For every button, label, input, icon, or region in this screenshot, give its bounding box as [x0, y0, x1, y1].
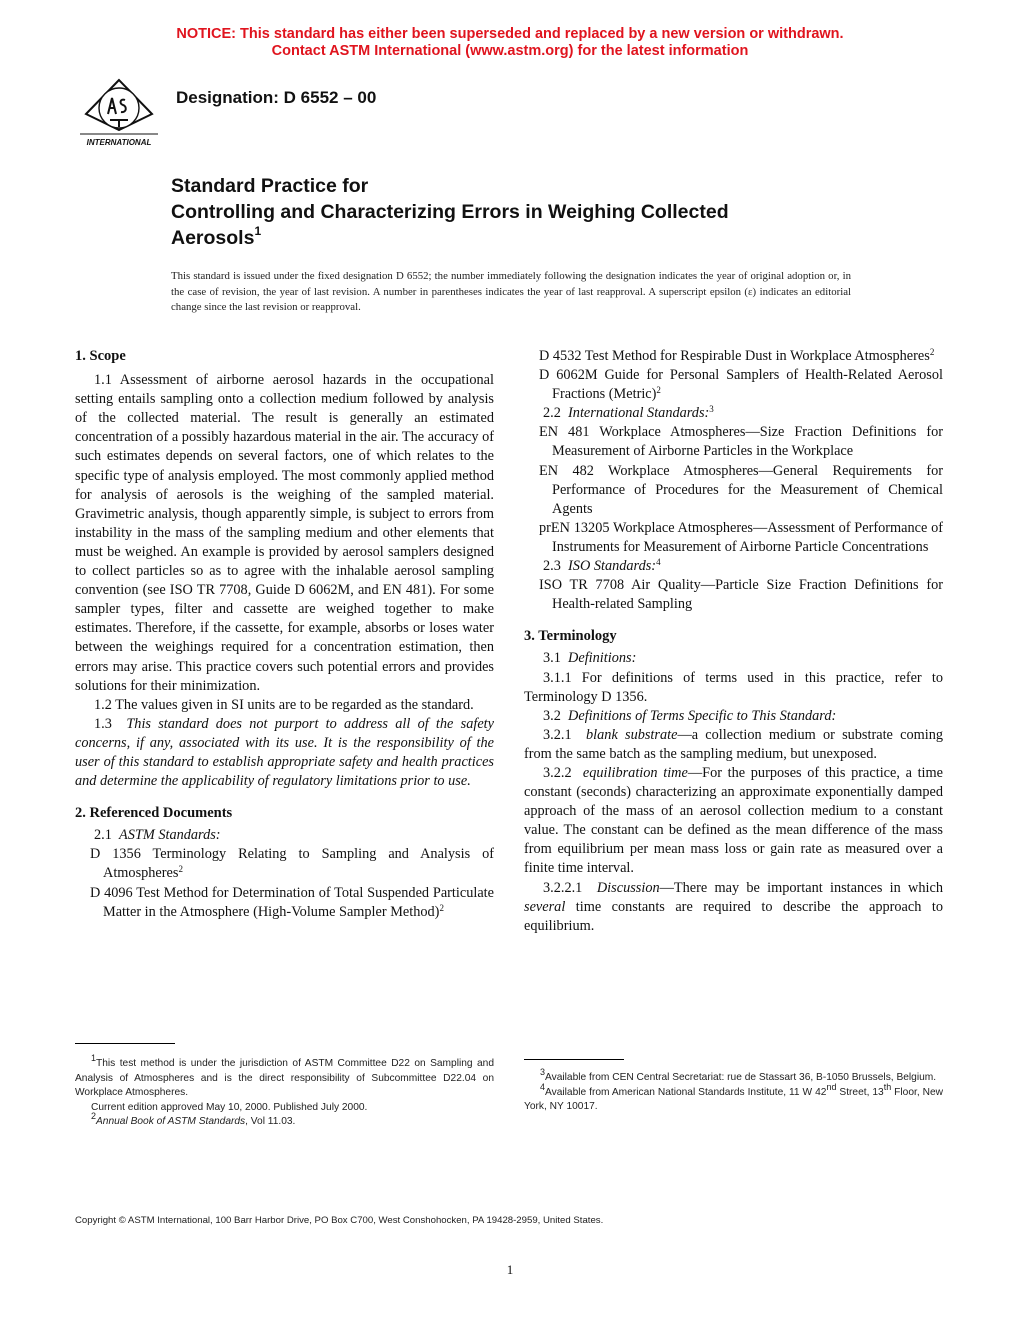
paragraph-1-3: 1.3 This standard does not purport to address all of the safety concerns, if any, associated with its use. It is the responsibility of the user of this standard to establish appropriate safety and health practices and determine the applicability of regulatory limitations prior to use.	[75, 715, 494, 790]
astm-logo	[78, 76, 160, 148]
referenced-documents-heading: 2. Referenced Documents	[75, 805, 233, 822]
astm-references	[75, 845, 494, 921]
astm-references-continued	[524, 347, 943, 404]
paragraph-3-2-2: 3.2.2 equilibration time—For the purposes of this practice, a time constant (seconds) characterizing an approximate exponentially damped approach of the mass of an aerosol collection medium to a constant value. The constant can be defined as the mean difference of the mass from equilibrium per mean mass loss or gain rate as measured over a finite time interval.	[524, 764, 943, 877]
paragraph-1-1: 1.1 Assessment of airborne aerosol hazards in the occupational setting entails sampling onto a collection medium followed by analysis of the collected material. The result is generally an estimated concentration of a possibly hazardous material in the air. The accuracy of such estimates depends on several factors, one of which relates to the specific type of analysis employed. The most commonly applied method for analysis of aerosols is the weighing of the sampled material. Gravimetric analysis, though apparently simple, is subject to errors from instability in the mass of the sampling medium and other elements that must be weighed. An example is provided by aerosol samplers designed to collect particles so as to agree with the inhalable aerosol sampling convention (see ISO TR 7708, Guide D 6062M, and EN 481). For some sampler types, filter and cassette are weighed together to make estimates. Therefore, if the cassette, for example, absorbs or loses water between the weighings required for a concentration estimation, then errors may arise. This practice covers such potential errors and provides solutions for their minimization.	[75, 372, 494, 694]
document-title	[171, 173, 891, 251]
footnote-1: $^1$This test method is under the jurisdiction of ASTM Committee D22 on Sampling and Analysis of Atmospheres and is the direct responsibility of Subcommittee D22.04 on Workplace Atmospheres.	[75, 1053, 494, 1098]
footnote-rule-right	[524, 1059, 624, 1060]
paragraph-3-1-1: 3.1.1 For definitions of terms used in this practice, refer to Terminology D 1356.	[524, 669, 943, 705]
terminology-heading: 3. Terminology	[524, 628, 617, 645]
title-line-2: Controlling and Characterizing Errors in Weighing Collected	[171, 201, 729, 223]
page-number: 1	[506, 1262, 514, 1277]
reference-isotr7708: ISO TR 7708 Air Quality—Particle Size Fraction Definitions for Health-related Sampling	[539, 577, 943, 613]
paragraph-1-2: 1.2 The values given in SI units are to be regarded as the standard.	[94, 696, 474, 713]
footnotes-left	[75, 1053, 494, 1130]
paragraph-2-1: 2.1 ASTM Standards:	[94, 827, 221, 844]
right-column	[524, 347, 943, 936]
paragraph-2-3: 2.3 ISO Standards:$^4$	[543, 557, 661, 575]
paragraph-3-2-2-1: 3.2.2.1 Discussion—There may be important instances in which several time constants are required to describe the approach to equilibrium.	[524, 879, 943, 934]
copyright-line: Copyright © ASTM International, 100 Barr Harbor Drive, PO Box C700, West Conshohocken, PA 19428-2959, United States.	[75, 1215, 604, 1226]
paragraph-3-2-1: 3.2.1 blank substrate—a collection medium or substrate coming from the same batch as the sampling medium, but unexposed.	[524, 726, 943, 762]
paragraph-3-1: 3.1 Definitions:	[543, 650, 637, 667]
paragraph-3-2: 3.2 Definitions of Terms Specific to This Standard:	[543, 707, 837, 724]
reference-d1356: D 1356 Terminology Relating to Sampling and Analysis of Atmospheres$^2$	[90, 846, 494, 882]
reference-d4532: D 4532 Test Method for Respirable Dust in Workplace Atmospheres$^2$	[539, 347, 935, 364]
scope-heading: 1. Scope	[75, 348, 126, 364]
footnote-4: $^4$Available from American National Standards Institute, 11 W 42nd Street, 13th Floor, New York, NY 10017.	[524, 1081, 943, 1112]
footnote-2: $^2$Annual Book of ASTM Standards, Vol 11.03.	[91, 1111, 296, 1127]
footnote-1-current-edition: Current edition approved May 10, 2000. Published July 2000.	[91, 1101, 368, 1113]
reference-en482: EN 482 Workplace Atmospheres—General Requirements for Performance of Procedures for the Measurement of Chemical Agents	[539, 462, 943, 517]
superseded-notice	[0, 26, 1020, 60]
notice-line-1: NOTICE: This standard has either been superseded and replaced by a new version or withdrawn.	[176, 26, 844, 42]
international-references	[524, 423, 943, 557]
title-line-1: Standard Practice for	[171, 175, 369, 197]
reference-d6062m: D 6062M Guide for Personal Samplers of Health-Related Aerosol Fractions (Metric)$^2$	[539, 367, 943, 403]
footnotes-right	[524, 1067, 943, 1115]
paragraph-2-2: 2.2 International Standards:$^3$	[543, 404, 714, 422]
logo-text: INTERNATIONAL	[86, 138, 152, 147]
iso-references	[524, 576, 943, 614]
astm-logo-icon	[78, 76, 160, 148]
title-line-3: Aerosols$^1$	[171, 224, 262, 249]
footnote-3: $^3$Available from CEN Central Secretariat: rue de Stassart 36, B-1050 Brussels, Belgium.	[540, 1067, 937, 1083]
reference-en481: EN 481 Workplace Atmospheres—Size Fraction Definitions for Measurement of Airborne Particles in the Workplace	[539, 424, 943, 460]
reference-d4096: D 4096 Test Method for Determination of Total Suspended Particulate Matter in the Atmosphere (High-Volume Sampler Method)$^2$	[90, 884, 494, 920]
notice-line-2: Contact ASTM International (www.astm.org) for the latest information	[271, 43, 749, 59]
issued-under-note: This standard is issued under the fixed designation D 6552; the number immediately following the designation indicates the year of original adoption or, in the case of revision, the year of last revision. A number in parentheses indicates the year of last reapproval. A superscript epsilon (ε) indicates an editorial change since the last revision or reapproval.	[171, 270, 851, 313]
left-column	[75, 347, 494, 922]
designation: Designation: D 6552 – 00	[176, 88, 377, 107]
footnote-rule-left	[75, 1043, 175, 1044]
reference-pren13205: prEN 13205 Workplace Atmospheres—Assessment of Performance of Instruments for Measurement of Airborne Particle Concentrations	[539, 519, 943, 555]
title-footnote-ref: 1	[254, 224, 262, 238]
